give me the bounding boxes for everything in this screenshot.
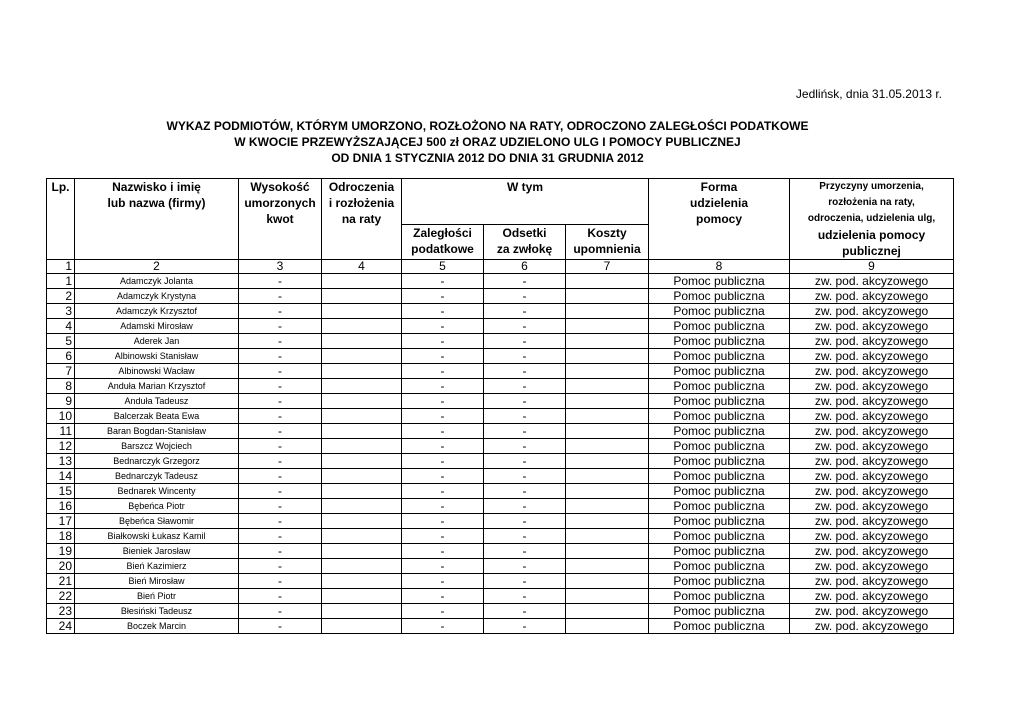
row-form: Pomoc publiczna bbox=[649, 484, 790, 499]
row-interest: - bbox=[484, 484, 566, 499]
row-amount: - bbox=[239, 334, 322, 349]
row-reason: zw. pod. akcyzowego bbox=[790, 439, 954, 454]
row-interest: - bbox=[484, 334, 566, 349]
row-costs bbox=[566, 289, 649, 304]
table-row bbox=[47, 454, 954, 469]
row-deferral bbox=[322, 364, 402, 379]
row-costs bbox=[566, 274, 649, 289]
row-number: 11 bbox=[47, 424, 75, 439]
row-form: Pomoc publiczna bbox=[649, 469, 790, 484]
table-row bbox=[47, 319, 954, 334]
row-number: 23 bbox=[47, 604, 75, 619]
row-reason: zw. pod. akcyzowego bbox=[790, 559, 954, 574]
row-interest: - bbox=[484, 394, 566, 409]
table-row bbox=[47, 274, 954, 289]
row-form: Pomoc publiczna bbox=[649, 529, 790, 544]
row-reason: zw. pod. akcyzowego bbox=[790, 349, 954, 364]
row-arrears: - bbox=[402, 589, 484, 604]
row-name: Boczek Marcin bbox=[75, 619, 239, 634]
row-arrears: - bbox=[402, 439, 484, 454]
row-form: Pomoc publiczna bbox=[649, 364, 790, 379]
row-interest: - bbox=[484, 529, 566, 544]
row-deferral bbox=[322, 454, 402, 469]
row-deferral bbox=[322, 589, 402, 604]
table-row bbox=[47, 364, 954, 379]
row-form: Pomoc publiczna bbox=[649, 604, 790, 619]
row-form: Pomoc publiczna bbox=[649, 274, 790, 289]
row-amount: - bbox=[239, 514, 322, 529]
header-line: udzielenia bbox=[690, 196, 749, 210]
row-name: Białkowski Łukasz Kamil bbox=[75, 529, 239, 544]
row-costs bbox=[566, 484, 649, 499]
row-deferral bbox=[322, 274, 402, 289]
row-amount: - bbox=[239, 544, 322, 559]
row-arrears: - bbox=[402, 619, 484, 634]
row-reason: zw. pod. akcyzowego bbox=[790, 619, 954, 634]
row-deferral bbox=[322, 394, 402, 409]
header-line: pomocy bbox=[696, 212, 743, 226]
column-number: 8 bbox=[649, 260, 790, 274]
row-name: Adamski Mirosław bbox=[75, 319, 239, 334]
row-form: Pomoc publiczna bbox=[649, 289, 790, 304]
row-arrears: - bbox=[402, 544, 484, 559]
row-number: 8 bbox=[47, 379, 75, 394]
row-interest: - bbox=[484, 409, 566, 424]
row-costs bbox=[566, 514, 649, 529]
row-amount: - bbox=[239, 379, 322, 394]
row-number: 18 bbox=[47, 529, 75, 544]
row-interest: - bbox=[484, 304, 566, 319]
header-w-tym: W tym bbox=[402, 179, 649, 225]
header-line: Nazwisko i imię bbox=[112, 180, 201, 194]
row-reason: zw. pod. akcyzowego bbox=[790, 409, 954, 424]
row-number: 19 bbox=[47, 544, 75, 559]
column-number: 5 bbox=[402, 260, 484, 274]
table-row bbox=[47, 469, 954, 484]
header-amount bbox=[239, 179, 322, 260]
header-line: upomnienia bbox=[573, 242, 641, 257]
table-row bbox=[47, 559, 954, 574]
header-arrears bbox=[402, 225, 484, 260]
row-costs bbox=[566, 559, 649, 574]
row-deferral bbox=[322, 379, 402, 394]
row-number: 10 bbox=[47, 409, 75, 424]
header-line: Forma bbox=[700, 180, 738, 194]
row-reason: zw. pod. akcyzowego bbox=[790, 304, 954, 319]
row-amount: - bbox=[239, 349, 322, 364]
header-reasons bbox=[790, 179, 954, 260]
row-amount: - bbox=[239, 604, 322, 619]
row-reason: zw. pod. akcyzowego bbox=[790, 319, 954, 334]
row-deferral bbox=[322, 574, 402, 589]
row-interest: - bbox=[484, 274, 566, 289]
table-row bbox=[47, 379, 954, 394]
row-name: Baran Bogdan-Stanisław bbox=[75, 424, 239, 439]
row-form: Pomoc publiczna bbox=[649, 409, 790, 424]
row-reason: zw. pod. akcyzowego bbox=[790, 274, 954, 289]
header-line: publicznej bbox=[842, 244, 901, 258]
row-amount: - bbox=[239, 439, 322, 454]
row-reason: zw. pod. akcyzowego bbox=[790, 589, 954, 604]
row-number: 12 bbox=[47, 439, 75, 454]
column-number: 6 bbox=[484, 260, 566, 274]
row-reason: zw. pod. akcyzowego bbox=[790, 544, 954, 559]
row-name: Bień Piotr bbox=[75, 589, 239, 604]
column-number: 1 bbox=[47, 260, 75, 274]
table-row bbox=[47, 544, 954, 559]
row-name: Balcerzak Beata Ewa bbox=[75, 409, 239, 424]
row-amount: - bbox=[239, 364, 322, 379]
row-arrears: - bbox=[402, 304, 484, 319]
header-line: na raty bbox=[341, 212, 382, 226]
row-form: Pomoc publiczna bbox=[649, 619, 790, 634]
row-arrears: - bbox=[402, 454, 484, 469]
row-costs bbox=[566, 364, 649, 379]
row-costs bbox=[566, 454, 649, 469]
row-amount: - bbox=[239, 289, 322, 304]
row-arrears: - bbox=[402, 289, 484, 304]
table-row bbox=[47, 514, 954, 529]
document-title bbox=[0, 118, 975, 166]
row-form: Pomoc publiczna bbox=[649, 319, 790, 334]
row-interest: - bbox=[484, 514, 566, 529]
row-number: 21 bbox=[47, 574, 75, 589]
table-row bbox=[47, 304, 954, 319]
row-arrears: - bbox=[402, 469, 484, 484]
row-deferral bbox=[322, 289, 402, 304]
row-form: Pomoc publiczna bbox=[649, 349, 790, 364]
row-arrears: - bbox=[402, 274, 484, 289]
row-number: 2 bbox=[47, 289, 75, 304]
header-line: Wysokość bbox=[250, 180, 310, 194]
row-form: Pomoc publiczna bbox=[649, 394, 790, 409]
row-name: Adamczyk Jolanta bbox=[75, 274, 239, 289]
row-interest: - bbox=[484, 454, 566, 469]
row-number: 17 bbox=[47, 514, 75, 529]
table-row bbox=[47, 574, 954, 589]
row-name: Barszcz Wojciech bbox=[75, 439, 239, 454]
row-name: Albinowski Stanisław bbox=[75, 349, 239, 364]
row-deferral bbox=[322, 304, 402, 319]
row-number: 9 bbox=[47, 394, 75, 409]
row-reason: zw. pod. akcyzowego bbox=[790, 454, 954, 469]
row-reason: zw. pod. akcyzowego bbox=[790, 289, 954, 304]
row-deferral bbox=[322, 604, 402, 619]
row-name: Anduła Marian Krzysztof bbox=[75, 379, 239, 394]
header-line: rozłożenia na raty, bbox=[828, 197, 915, 208]
row-deferral bbox=[322, 319, 402, 334]
row-costs bbox=[566, 349, 649, 364]
column-number: 9 bbox=[790, 260, 954, 274]
row-costs bbox=[566, 619, 649, 634]
row-interest: - bbox=[484, 574, 566, 589]
row-interest: - bbox=[484, 364, 566, 379]
row-reason: zw. pod. akcyzowego bbox=[790, 364, 954, 379]
row-name: Anduła Tadeusz bbox=[75, 394, 239, 409]
row-interest: - bbox=[484, 424, 566, 439]
row-costs bbox=[566, 394, 649, 409]
header-form bbox=[649, 179, 790, 260]
row-amount: - bbox=[239, 424, 322, 439]
row-arrears: - bbox=[402, 334, 484, 349]
row-name: Bębeńca Sławomir bbox=[75, 514, 239, 529]
table-row bbox=[47, 484, 954, 499]
header-interest bbox=[484, 225, 566, 260]
header-line: podatkowe bbox=[411, 242, 474, 257]
row-amount: - bbox=[239, 499, 322, 514]
row-number: 22 bbox=[47, 589, 75, 604]
row-deferral bbox=[322, 409, 402, 424]
row-costs bbox=[566, 379, 649, 394]
row-number: 6 bbox=[47, 349, 75, 364]
header-line: Przyczyny umorzenia, bbox=[819, 181, 924, 192]
row-form: Pomoc publiczna bbox=[649, 544, 790, 559]
row-name: Błesiński Tadeusz bbox=[75, 604, 239, 619]
row-arrears: - bbox=[402, 604, 484, 619]
row-amount: - bbox=[239, 394, 322, 409]
row-costs bbox=[566, 499, 649, 514]
document-date: Jedlińsk, dnia 31.05.2013 r. bbox=[795, 87, 942, 101]
row-arrears: - bbox=[402, 514, 484, 529]
row-form: Pomoc publiczna bbox=[649, 379, 790, 394]
row-costs bbox=[566, 439, 649, 454]
row-amount: - bbox=[239, 529, 322, 544]
header-deferral bbox=[322, 179, 402, 260]
row-arrears: - bbox=[402, 484, 484, 499]
header-line: Zaległości bbox=[413, 226, 472, 241]
table-row bbox=[47, 409, 954, 424]
header-line: lub nazwa (firmy) bbox=[107, 196, 206, 210]
row-number: 5 bbox=[47, 334, 75, 349]
row-number: 3 bbox=[47, 304, 75, 319]
row-deferral bbox=[322, 334, 402, 349]
row-amount: - bbox=[239, 484, 322, 499]
row-amount: - bbox=[239, 559, 322, 574]
row-deferral bbox=[322, 559, 402, 574]
row-amount: - bbox=[239, 619, 322, 634]
title-line: W KWOCIE PRZEWYŻSZAJĄCEJ 500 zł ORAZ UDZIELONO ULG I POMOCY PUBLICZNEJ bbox=[234, 135, 741, 149]
table-row bbox=[47, 334, 954, 349]
row-reason: zw. pod. akcyzowego bbox=[790, 394, 954, 409]
row-amount: - bbox=[239, 409, 322, 424]
row-reason: zw. pod. akcyzowego bbox=[790, 514, 954, 529]
row-costs bbox=[566, 424, 649, 439]
row-number: 14 bbox=[47, 469, 75, 484]
header-costs bbox=[566, 225, 649, 260]
header-line: kwot bbox=[266, 212, 294, 226]
row-deferral bbox=[322, 544, 402, 559]
row-deferral bbox=[322, 439, 402, 454]
row-name: Bień Mirosław bbox=[75, 574, 239, 589]
header-line: za zwłokę bbox=[496, 242, 553, 257]
header-lp: Lp. bbox=[47, 179, 75, 260]
row-interest: - bbox=[484, 349, 566, 364]
row-amount: - bbox=[239, 469, 322, 484]
header-line: odroczenia, udzielenia ulg, bbox=[807, 213, 936, 224]
row-arrears: - bbox=[402, 394, 484, 409]
row-reason: zw. pod. akcyzowego bbox=[790, 334, 954, 349]
column-number: 3 bbox=[239, 260, 322, 274]
row-arrears: - bbox=[402, 574, 484, 589]
column-number: 4 bbox=[322, 260, 402, 274]
header-line: Koszty bbox=[587, 226, 627, 241]
row-form: Pomoc publiczna bbox=[649, 499, 790, 514]
row-interest: - bbox=[484, 499, 566, 514]
row-amount: - bbox=[239, 304, 322, 319]
row-deferral bbox=[322, 424, 402, 439]
row-name: Bednarczyk Tadeusz bbox=[75, 469, 239, 484]
table-row bbox=[47, 439, 954, 454]
debtor-table bbox=[46, 178, 954, 634]
row-reason: zw. pod. akcyzowego bbox=[790, 469, 954, 484]
row-interest: - bbox=[484, 289, 566, 304]
table-row bbox=[47, 499, 954, 514]
row-form: Pomoc publiczna bbox=[649, 559, 790, 574]
row-deferral bbox=[322, 349, 402, 364]
row-amount: - bbox=[239, 274, 322, 289]
row-form: Pomoc publiczna bbox=[649, 574, 790, 589]
column-number: 2 bbox=[75, 260, 239, 274]
row-interest: - bbox=[484, 589, 566, 604]
row-arrears: - bbox=[402, 379, 484, 394]
header-line: udzielenia pomocy bbox=[817, 228, 926, 242]
row-amount: - bbox=[239, 589, 322, 604]
row-form: Pomoc publiczna bbox=[649, 334, 790, 349]
row-name: Aderek Jan bbox=[75, 334, 239, 349]
row-amount: - bbox=[239, 574, 322, 589]
header-line: i rozłożenia bbox=[328, 196, 395, 210]
row-interest: - bbox=[484, 544, 566, 559]
row-form: Pomoc publiczna bbox=[649, 424, 790, 439]
table-row bbox=[47, 349, 954, 364]
row-arrears: - bbox=[402, 559, 484, 574]
row-name: Albinowski Wacław bbox=[75, 364, 239, 379]
table-row bbox=[47, 619, 954, 634]
row-costs bbox=[566, 529, 649, 544]
column-number: 7 bbox=[566, 260, 649, 274]
table-row bbox=[47, 289, 954, 304]
row-reason: zw. pod. akcyzowego bbox=[790, 529, 954, 544]
row-interest: - bbox=[484, 439, 566, 454]
row-costs bbox=[566, 334, 649, 349]
row-number: 15 bbox=[47, 484, 75, 499]
row-number: 1 bbox=[47, 274, 75, 289]
row-costs bbox=[566, 319, 649, 334]
table-row bbox=[47, 604, 954, 619]
row-reason: zw. pod. akcyzowego bbox=[790, 604, 954, 619]
row-costs bbox=[566, 304, 649, 319]
row-interest: - bbox=[484, 604, 566, 619]
row-form: Pomoc publiczna bbox=[649, 454, 790, 469]
header-line: Odroczenia bbox=[328, 180, 395, 194]
row-number: 24 bbox=[47, 619, 75, 634]
header-name bbox=[75, 179, 239, 260]
row-reason: zw. pod. akcyzowego bbox=[790, 499, 954, 514]
row-interest: - bbox=[484, 469, 566, 484]
table-row bbox=[47, 394, 954, 409]
row-deferral bbox=[322, 484, 402, 499]
row-costs bbox=[566, 469, 649, 484]
table-row bbox=[47, 424, 954, 439]
row-arrears: - bbox=[402, 349, 484, 364]
row-form: Pomoc publiczna bbox=[649, 304, 790, 319]
row-name: Bednarczyk Grzegorz bbox=[75, 454, 239, 469]
header-line: umorzonych bbox=[244, 196, 316, 210]
row-name: Adamczyk Krystyna bbox=[75, 289, 239, 304]
row-costs bbox=[566, 589, 649, 604]
row-costs bbox=[566, 604, 649, 619]
row-number: 4 bbox=[47, 319, 75, 334]
row-reason: zw. pod. akcyzowego bbox=[790, 574, 954, 589]
row-number: 20 bbox=[47, 559, 75, 574]
row-name: Adamczyk Krzysztof bbox=[75, 304, 239, 319]
row-arrears: - bbox=[402, 424, 484, 439]
row-form: Pomoc publiczna bbox=[649, 514, 790, 529]
row-arrears: - bbox=[402, 319, 484, 334]
row-deferral bbox=[322, 619, 402, 634]
row-name: Bieniek Jarosław bbox=[75, 544, 239, 559]
row-costs bbox=[566, 409, 649, 424]
row-arrears: - bbox=[402, 529, 484, 544]
row-form: Pomoc publiczna bbox=[649, 439, 790, 454]
table-row bbox=[47, 529, 954, 544]
row-costs bbox=[566, 544, 649, 559]
row-number: 16 bbox=[47, 499, 75, 514]
row-arrears: - bbox=[402, 499, 484, 514]
row-deferral bbox=[322, 469, 402, 484]
row-name: Bębeńca Piotr bbox=[75, 499, 239, 514]
row-name: Bednarek Wincenty bbox=[75, 484, 239, 499]
row-interest: - bbox=[484, 619, 566, 634]
table-row bbox=[47, 589, 954, 604]
row-arrears: - bbox=[402, 364, 484, 379]
row-amount: - bbox=[239, 319, 322, 334]
row-form: Pomoc publiczna bbox=[649, 589, 790, 604]
row-deferral bbox=[322, 499, 402, 514]
row-reason: zw. pod. akcyzowego bbox=[790, 379, 954, 394]
title-line: OD DNIA 1 STYCZNIA 2012 DO DNIA 31 GRUDNIA 2012 bbox=[331, 151, 644, 165]
row-interest: - bbox=[484, 319, 566, 334]
row-costs bbox=[566, 574, 649, 589]
row-deferral bbox=[322, 529, 402, 544]
column-number-row bbox=[47, 260, 954, 274]
header-line: Odsetki bbox=[502, 226, 547, 241]
row-name: Bień Kazimierz bbox=[75, 559, 239, 574]
row-number: 7 bbox=[47, 364, 75, 379]
row-interest: - bbox=[484, 559, 566, 574]
row-deferral bbox=[322, 514, 402, 529]
row-number: 13 bbox=[47, 454, 75, 469]
title-line: WYKAZ PODMIOTÓW, KTÓRYM UMORZONO, ROZŁOŻONO NA RATY, ODROCZONO ZALEGŁOŚCI PODATKOWE bbox=[166, 119, 809, 133]
row-amount: - bbox=[239, 454, 322, 469]
row-arrears: - bbox=[402, 409, 484, 424]
row-reason: zw. pod. akcyzowego bbox=[790, 424, 954, 439]
row-interest: - bbox=[484, 379, 566, 394]
row-reason: zw. pod. akcyzowego bbox=[790, 484, 954, 499]
